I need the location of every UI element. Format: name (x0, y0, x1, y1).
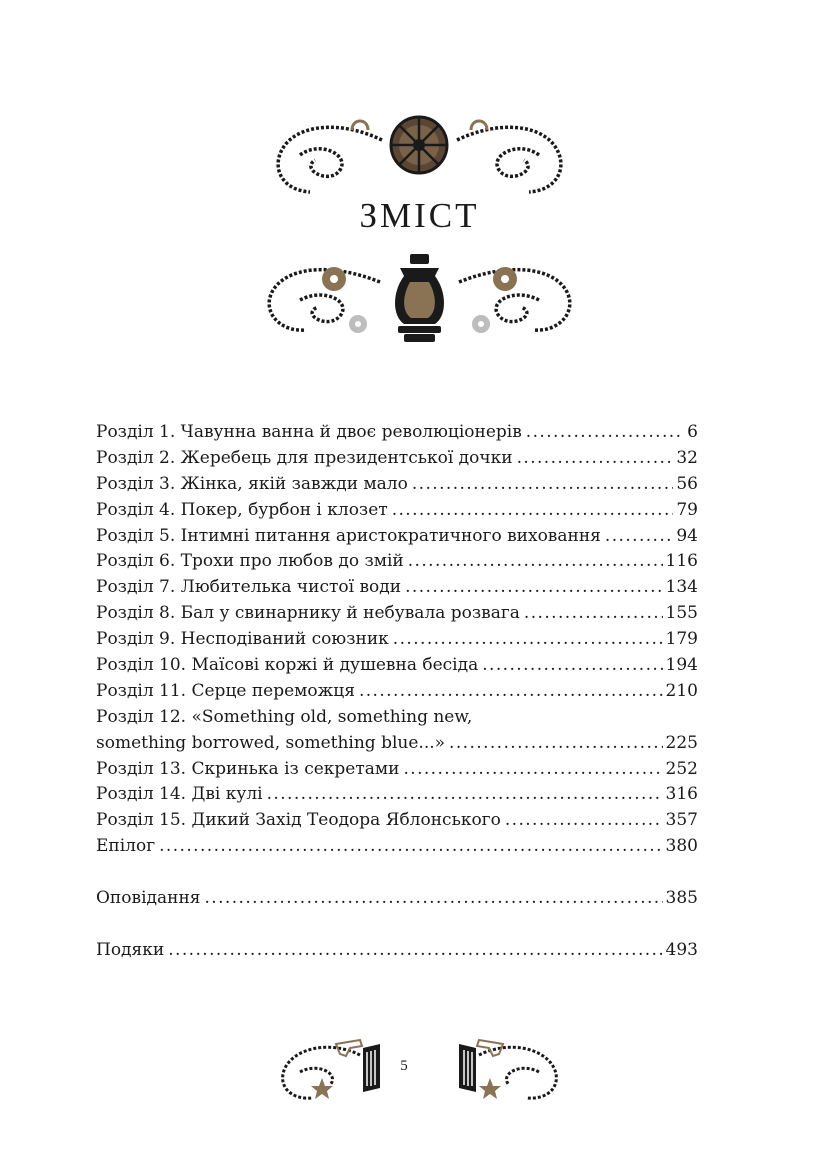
top-ornament (0, 100, 839, 200)
toc-entry-page: 79 (676, 499, 698, 520)
toc-entry-page: 94 (676, 525, 698, 546)
toc-entry-title: Розділ 8. Бал у свинарнику й небувала розвага (96, 603, 520, 624)
leader-dots (449, 731, 663, 757)
toc-entry-title: Розділ 15. Дикий Захід Теодора Яблонського (96, 810, 501, 831)
toc-entry[interactable] (96, 601, 698, 627)
toc-entry-title: Оповідання (96, 888, 201, 909)
leader-dots (159, 834, 662, 860)
toc-entry-page: 6 (687, 422, 698, 442)
leader-dots (412, 472, 674, 498)
lantern-icon (395, 254, 444, 342)
toc-entry-page: 493 (665, 940, 698, 961)
toc-entry-title: Розділ 10. Маїсові коржі й душевна бесіда (96, 655, 479, 676)
leader-dots (526, 420, 684, 446)
saloon-door-icon (363, 1044, 476, 1092)
leader-dots (524, 601, 663, 627)
leader-dots (482, 653, 662, 679)
toc-entry[interactable] (96, 524, 698, 550)
toc-entry-title: Розділ 3. Жінка, якій завжди мало (96, 473, 408, 494)
toc-entry-page: 134 (665, 577, 698, 598)
toc-entry-title: Розділ 11. Серце переможця (96, 680, 355, 701)
toc-entry[interactable] (96, 575, 698, 601)
toc-entry-title: something borrowed, something blue...» (96, 732, 446, 753)
toc-entry[interactable] (96, 834, 698, 860)
toc-entry[interactable] (96, 472, 698, 498)
toc-entry[interactable] (96, 627, 698, 653)
toc-entry-page: 155 (665, 603, 698, 624)
toc-entry-title: Епілог (96, 836, 156, 857)
toc-entry[interactable] (96, 757, 698, 783)
toc-entry-title: Розділ 12. «Something old, something new, (96, 706, 473, 727)
toc-entry-page: 225 (665, 732, 698, 753)
toc-entry-page: 380 (665, 836, 698, 857)
leader-dots (517, 446, 674, 472)
toc-entry[interactable] (96, 731, 698, 757)
leader-dots (605, 524, 673, 550)
page-number: 5 (400, 1058, 408, 1074)
toc-entry-title: Розділ 9. Несподіваний союзник (96, 629, 389, 650)
toc-entry[interactable] (96, 679, 698, 705)
toc-entry[interactable] (96, 938, 698, 964)
toc-entry-page: 385 (665, 888, 698, 909)
toc-entry[interactable] (96, 446, 698, 472)
toc-entry-page: 56 (676, 473, 698, 494)
toc-entry-title: Розділ 4. Покер, бурбон і клозет (96, 499, 388, 520)
toc-entry-page: 32 (676, 447, 698, 468)
toc-entry-page: 210 (665, 680, 698, 701)
wagon-wheel-icon (391, 117, 447, 173)
toc-entry[interactable] (96, 808, 698, 834)
toc-entry-title: Розділ 14. Дві кулі (96, 784, 263, 805)
toc-entry[interactable] (96, 782, 698, 808)
leader-dots (408, 549, 663, 575)
toc-entry-title: Розділ 6. Трохи про любов до змій (96, 551, 404, 572)
toc-entry[interactable] (96, 549, 698, 575)
toc-entry[interactable] (96, 420, 698, 446)
leader-dots (392, 498, 674, 524)
leader-dots (267, 782, 663, 808)
toc-entry[interactable] (96, 498, 698, 524)
leader-dots (505, 808, 663, 834)
toc-entry-page: 179 (665, 629, 698, 650)
table-of-contents (96, 420, 698, 964)
spacer (96, 912, 698, 938)
toc-entry-page: 252 (665, 758, 698, 779)
toc-entry-page: 194 (665, 655, 698, 676)
toc-entry-title: Розділ 13. Скринька із секретами (96, 758, 400, 779)
toc-entry-page: 316 (665, 784, 698, 805)
toc-entry-page: 116 (665, 551, 698, 572)
bottom-ornament (0, 1030, 839, 1110)
leader-dots (205, 886, 663, 912)
toc-entry-page: 357 (665, 810, 698, 831)
toc-entry-title: Подяки (96, 940, 165, 961)
leader-dots (359, 679, 663, 705)
middle-ornament (0, 252, 839, 348)
revolver-icon (336, 1040, 503, 1056)
toc-entry-title: Розділ 1. Чавунна ванна й двоє революціонерів (96, 422, 522, 442)
toc-entry-title: Розділ 2. Жеребець для президентської дочки (96, 447, 513, 468)
spacer (96, 860, 698, 886)
leader-dots (393, 627, 663, 653)
toc-entry-title: Розділ 5. Інтимні питання аристократичного виховання (96, 525, 601, 546)
leader-dots (403, 757, 662, 783)
leader-dots (168, 938, 662, 964)
toc-entry[interactable] (96, 653, 698, 679)
leader-dots (405, 575, 662, 601)
page-title: ЗМІСТ (359, 196, 480, 235)
toc-entry[interactable] (96, 705, 698, 731)
toc-entry[interactable] (96, 886, 698, 912)
toc-entry-title: Розділ 7. Любителька чистої води (96, 577, 402, 598)
